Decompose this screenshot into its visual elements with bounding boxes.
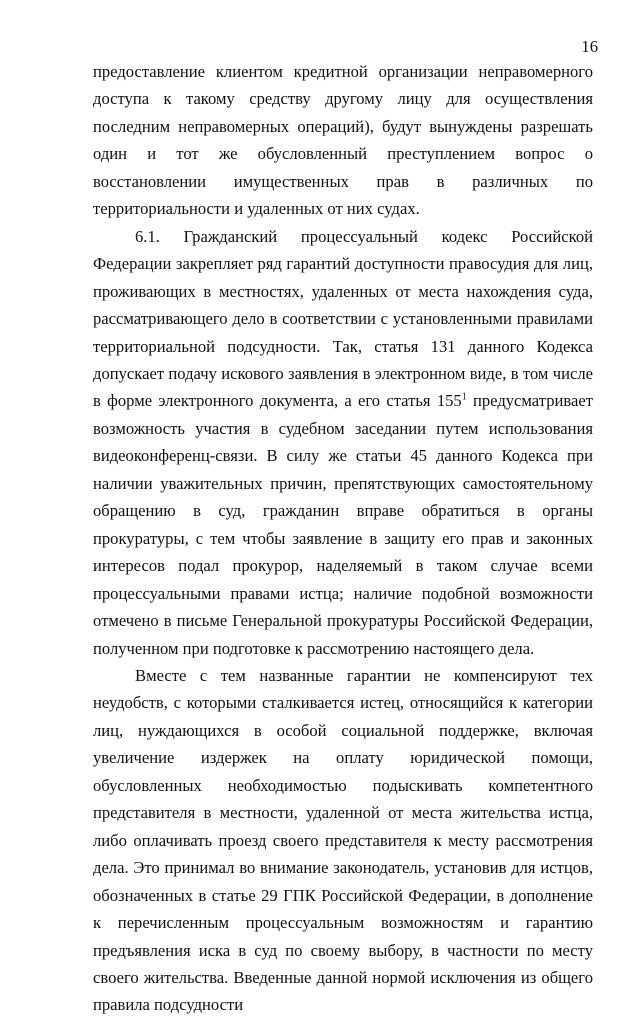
paragraph-text-before-footnote: 6.1. Гражданский процессуальный кодекс Российской Федерации закрепляет ряд гарантий доступности правосудия для лиц, проживающих в местностях, удаленных от места нахождения суда, рассматривающего дело в соответствии с установленными правилами территориальной подсудности. Так, статья 131 данного Кодекса допускает подачу искового заявления в электронном виде, в том числе в форме электронного документа, а его статья 155 — [93, 226, 593, 411]
paragraph-guarantees: Вместе с тем названные гарантии не компенсируют тех неудобств, с которыми сталкивается истец, относящийся к категории лиц, нуждающихся в особой социальной поддержке, включая увеличение издержек на оплату юридической помощи, обусловленных необходимостью подыскивать компетентного представителя в местности, удаленной от места жительства истца, либо оплачивать проезд своего представителя к месту рассмотрения дела. Это принимал во внимание законодатель, установив для истцов, обозначенных в статье 29 ГПК Российской Федерации, в дополнение к перечисленным процессуальным возможностям и гарантию предъявления иска в суд по своему выбору, в частности по месту своего жительства. Введенные данной нормой исключения из общего правила подсудности — [93, 665, 593, 1015]
superscript-article-index: 1 — [461, 391, 467, 403]
document-body — [93, 58, 593, 1019]
paragraph-text-after-footnote: предусматривает возможность участия в судебном заседании путем использования видеоконференц-связи. В силу же статьи 45 данного Кодекса при наличии уважительных причин, препятствующих самостоятельному обращению в суд, гражданин вправе обратиться в органы прокуратуры, с тем чтобы заявление в защиту его прав и законных интересов подал прокурор, наделяемый в таком случае всеми процессуальными правами истца; наличие подобной возможности отмечено в письме Генеральной прокуратуры Российской Федерации, полученном при подготовке к рассмотрению настоящего дела. — [93, 391, 593, 658]
paragraph-6-1 — [93, 223, 593, 662]
page-number: 16 — [581, 37, 598, 56]
paragraph-continuation: предоставление клиентом кредитной организации неправомерного доступа к такому средству другому лицу для осуществления последним неправомерных операций), будут вынуждены разрешать один и тот же обусловленный преступлением вопрос о восстановлении имущественных прав в различных по территориальности и удаленных от них судах. — [93, 62, 593, 219]
